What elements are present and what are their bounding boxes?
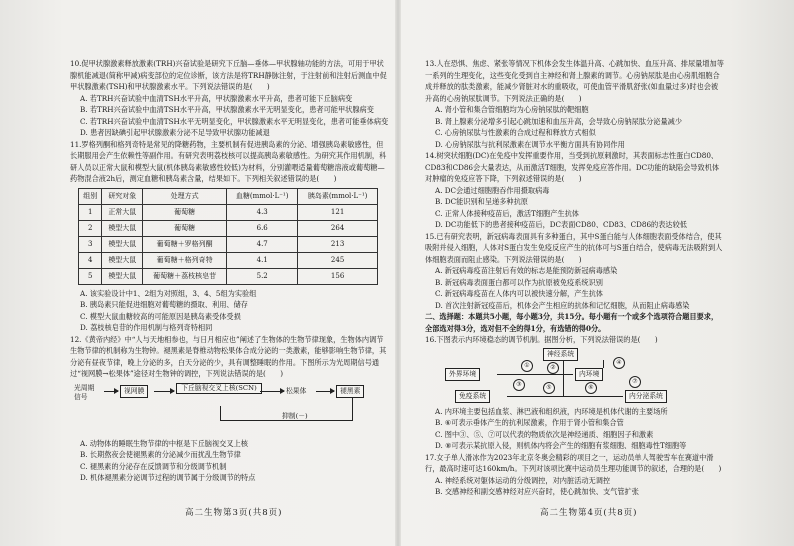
question-10-stem: 10.促甲状腺激素释放激素(TRH)兴奋试验是研究下丘脑—垂体—甲状腺轴功能的方法，可用于甲状腺机能减退(简称甲减)病变部位的定位诊断，该方法是将TRH静脉注射，于注射前和注射后测血中促甲状腺激素(TSH)和甲状腺激素水平。下列说法错误的是( ) xyxy=(70,59,387,91)
question-16-option-b: B. ⑥可表示垂体产生的抗利尿激素，作用于肾小管和集合管 xyxy=(435,418,624,427)
table-header: 研究对象 xyxy=(102,188,143,204)
question-11-option-b: B. 胰岛素只能促进细胞对葡萄糖的摄取、利用、储存 xyxy=(80,300,248,309)
question-16-option-a: A. 内环境主要包括血浆、淋巴液和组织液，内环境是机体代谢的主要场所 xyxy=(435,406,668,416)
diagram-num: ④ xyxy=(613,357,625,369)
diagram-num: ⑦ xyxy=(629,376,641,388)
table-row xyxy=(79,220,378,236)
table-cell: 葡萄糖＋格列奇特 xyxy=(143,252,227,268)
connector-line xyxy=(563,360,564,396)
table-header: 血糖(mmol·L⁻¹) xyxy=(227,188,298,204)
arrow-icon xyxy=(316,391,334,392)
table-row xyxy=(79,236,378,252)
table-header-row xyxy=(79,188,378,204)
question-13-option-b: B. 肾上腺素分泌增多引起心跳加速和血压升高，会导致心房钠尿肽分泌量减少 xyxy=(435,116,683,126)
diagram-num: ⑥ xyxy=(585,382,597,394)
table-cell: 4.3 xyxy=(227,204,298,220)
question-10-option-a: A. 若TRH兴奋试验中血清TSH水平升高，甲状腺激素水平升高，患者可能下丘脑病变 xyxy=(80,93,353,103)
table-cell: 葡萄糖 xyxy=(143,204,227,220)
page-footer-right: 高二生物第4页(共8页) xyxy=(540,508,638,518)
table-cell: 1 xyxy=(79,204,102,220)
table-cell: 3 xyxy=(79,236,102,252)
question-16-stem: 16.下图表示内环境稳态的调节机制。据图分析，下列说法错误的是( ) xyxy=(425,335,658,344)
question-11-table xyxy=(78,188,378,285)
connector-line xyxy=(507,396,623,397)
light-signal-diagram xyxy=(70,382,390,436)
question-14-option-c: C. 正常人体接种疫苗后，激活T细胞产生抗体 xyxy=(435,208,579,218)
diagram-immune-system: 免疫系统 xyxy=(455,390,490,403)
section-2-header: 二、选择题：本题共5小题，每小题3分，共15分。每小题有一个或多个选项符合题目要求，全部选对得3分，选对但不全的得1分，有选错的得0分。 xyxy=(425,312,719,333)
question-17-stem: 17.女子单人滑冰作为2023年北京冬奥会精彩的项目之一，运动员单人驾驶雪车在赛道中滑行，最高时速可达160km/h。下列对该项比赛中运动员生理功能调节的叙述，合理的是( ) xyxy=(425,452,722,473)
question-14-option-b: B. DC能识别和呈递多种抗原 xyxy=(435,197,528,206)
table-cell: 模型大鼠 xyxy=(102,220,143,236)
diagram-pineal: 松果体 xyxy=(286,386,307,395)
table-cell: 模型大鼠 xyxy=(102,252,143,268)
diagram-melatonin: 褪黑素 xyxy=(336,385,364,398)
table-cell: 245 xyxy=(298,252,378,268)
table-header: 组别 xyxy=(79,188,102,204)
question-13-option-a: A. 肾小管和集合管细胞均为心房钠尿肽的靶细胞 xyxy=(435,105,589,114)
connector-line xyxy=(497,374,573,375)
table-cell: 葡萄糖 xyxy=(143,220,227,236)
table-row xyxy=(79,268,378,284)
diagram-num: ② xyxy=(547,362,559,374)
question-17-option-a: A. 神经系统对躯体运动的分级调控，对内脏活动无调控 xyxy=(435,475,611,485)
question-15-stem: 15.已有研究表明，新冠病毒表面具有多种蛋白，其中S蛋白能与人体细胞表面受体结合，使其吸附并侵入细胞，人体对S蛋白发生免疫反应产生的抗体可与S蛋白结合，使病毒无法吸附到人体细胞表面而阻止感染。下列说法错误的是( ) xyxy=(425,231,723,264)
question-10-option-d: D. 患者因缺碘引起甲状腺激素分泌不足导致甲状腺功能减退 xyxy=(80,128,270,137)
table-cell: 5.2 xyxy=(227,268,298,284)
table-cell: 4 xyxy=(79,252,102,268)
table-cell: 正常大鼠 xyxy=(102,204,143,220)
table-cell: 2 xyxy=(79,220,102,236)
question-15-option-a: A. 新冠病毒疫苗注射后有效的标志是能预防新冠病毒感染 xyxy=(435,266,618,275)
question-16-option-d: D. ⑧可表示某抗原入侵，则机体内将会产生的细胞有浆细胞、细胞毒性T细胞等 xyxy=(435,441,687,450)
diagram-num: ⑤ xyxy=(543,382,555,394)
question-12-option-a: A. 动物体的睡眠生物节律的中枢是下丘脑视交叉上核 xyxy=(80,438,248,448)
diagram-light-signal: 光周期 信号 xyxy=(74,383,95,401)
table-cell: 4.1 xyxy=(227,252,298,268)
question-12-option-c: C. 褪黑素的分泌存在反馈调节和分级调节机制 xyxy=(80,461,227,471)
question-15-option-d: D. 首次注射新冠疫苗后，机体会产生相应的抗体和记忆细胞，从而阻止病毒感染 xyxy=(435,300,690,310)
diagram-nervous-system: 神经系统 xyxy=(543,348,578,361)
arrow-icon xyxy=(154,391,174,392)
left-page xyxy=(70,58,390,484)
question-12-option-d: D. 机体褪黑素分泌调节过程的调节属于分级调节的特点 xyxy=(80,473,256,482)
right-page xyxy=(425,58,725,498)
table-cell: 4.7 xyxy=(227,236,298,252)
table-cell: 6.6 xyxy=(227,220,298,236)
homeostasis-diagram xyxy=(425,348,725,404)
page-spine xyxy=(395,0,401,546)
table-cell: 5 xyxy=(79,268,102,284)
arrow-icon xyxy=(260,391,284,392)
diagram-num: ③ xyxy=(513,379,525,391)
table-cell: 156 xyxy=(298,268,378,284)
question-14-option-d: D. DC功能低下的患者接种疫苗后，DC表面CD80、CD83、CD86的表达较低 xyxy=(435,220,687,229)
diagram-num: ① xyxy=(521,360,533,372)
diagram-internal-env: 内环境 xyxy=(575,368,603,381)
question-10-option-b: B. 若TRH兴奋试验中血清TSH水平升高，甲状腺激素水平无明显变化，患者可能甲状腺病变 xyxy=(80,105,374,114)
question-14-stem: 14.树突状细胞(DC)在免疫中发挥重要作用，当受到抗原刺激时，其表面标志性蛋白CD80、CD83和CD86会大量表达，从而激活T细胞，发挥免疫应答作用。DC功能的缺陷会导致机体对肿瘤的免疫应答下降，下列叙述错误的是( ) xyxy=(425,151,720,183)
question-15-option-c: C. 新冠病毒疫苗在人体内可以被快速分解，产生抗体 xyxy=(435,289,603,298)
table-row xyxy=(79,252,378,268)
diagram-scn: 下丘脑视交叉上核(SCN) xyxy=(176,383,262,394)
question-14-option-a: A. DC会通过细胞胞吞作用摄取病毒 xyxy=(435,185,550,195)
table-header: 胰岛素(mmol·L⁻¹) xyxy=(298,188,378,204)
connector-line xyxy=(603,360,604,368)
arrow-icon xyxy=(104,391,118,392)
table-row xyxy=(79,204,378,220)
question-12-stem: 12.《黄帝内经》中“人与天地相参也，与日月相应也”阐述了生物体的生物节律现象，生物体内调节生物节律的机制称为生物钟。褪黑素是脊椎动物松果体合成分泌的一类激素，能够影响生物节律，其分泌有昼夜节律，晚上分泌的多，白天分泌的少，具有调整睡眠的作用。下图所示为光周期信号通过“视网膜→松果体”途径对生物钟的调控，下列说法错误的是( ) xyxy=(70,334,387,378)
table-cell: 葡萄糖＋罗格列酮 xyxy=(143,236,227,252)
table-cell: 213 xyxy=(298,236,378,252)
question-15-option-b: B. 新冠病毒表面蛋白都可以作为抗原被免疫系统识别 xyxy=(435,277,603,287)
question-13-option-c: C. 心房钠尿肽与性激素的合成过程和释放方式相似 xyxy=(435,128,596,137)
diagram-external-env: 外界环境 xyxy=(445,368,480,381)
feedback-line xyxy=(220,406,221,421)
table-cell: 264 xyxy=(298,220,378,236)
table-header: 处理方式 xyxy=(143,188,227,204)
question-13-stem: 13.人在恐惧、焦虑、紧张等情况下机体会发生体温升高、心跳加快、血压升高、排尿量增加等一系列的生理变化，这些变化受到自主神经和肾上腺素的调节。心房钠尿肽是由心房肌细胞合成并释放的肽类激素，能减少肾脏对水的重吸收，可使血管平滑肌舒张(如血量过多)时也会被升高的心房钠尿肽调节。下列说法正确的是( ) xyxy=(425,59,724,103)
table-cell: 模型大鼠 xyxy=(102,236,143,252)
question-17-option-b: B. 交感神经和副交感神经对应兴奋时，使心跳加快、支气管扩张 xyxy=(435,487,639,496)
question-13-option-d: D. 心房钠尿肽与抗利尿激素在调节水平衡方面具有协同作用 xyxy=(435,139,625,149)
question-16-option-c: C. 图中③、⑤、⑦可以代表的物质依次是神经递质、细胞因子和激素 xyxy=(435,429,654,439)
diagram-inhibit: 抑制(－) xyxy=(282,411,308,420)
question-12-option-b: B. 长期熬夜会使褪黑素的分泌减少而扰乱生物节律 xyxy=(80,450,241,459)
question-11-option-d: D. 荔枝核皂苷的作用机制与格列奇特相同 xyxy=(80,323,213,332)
question-11-option-a: A. 该实验设计中1、2组为对照组，3、4、5组为实验组 xyxy=(80,288,257,298)
page-footer-left: 高二生物第3页(共8页) xyxy=(185,508,283,518)
diagram-endocrine-system: 内分泌系统 xyxy=(625,390,667,403)
diagram-retina: 视网膜 xyxy=(120,385,148,398)
question-11-stem: 11.罗格列酮和格列奇特是常见的降糖药物，主要机制有促进胰岛素的分泌、增强胰岛素敏感性，但长期服用会产生依赖性等副作用。有研究表明荔枝核可以提高胰岛素敏感性。为研究其作用机制，科研人员以正常大鼠和模型大鼠(机体胰岛素敏感性较低)为材料，分别灌喂适量葡萄糖溶液或葡萄糖—药物混合液2h后，测定血糖和胰岛素含量，结果如下。下列相关叙述错误的是( ) xyxy=(70,139,387,183)
question-11-option-c: C. 模型大鼠血糖较高的可能原因是胰岛素受体受损 xyxy=(80,311,241,321)
table-cell: 葡萄糖＋荔枝核皂苷 xyxy=(143,268,227,284)
feedback-line xyxy=(352,398,353,420)
question-10-option-c: C. 若TRH兴奋试验中血清TSH水平无明显变化，甲状腺激素水平无明显变化，患者可能垂体病变 xyxy=(80,116,389,126)
table-cell: 121 xyxy=(298,204,378,220)
table-cell: 模型大鼠 xyxy=(102,268,143,284)
